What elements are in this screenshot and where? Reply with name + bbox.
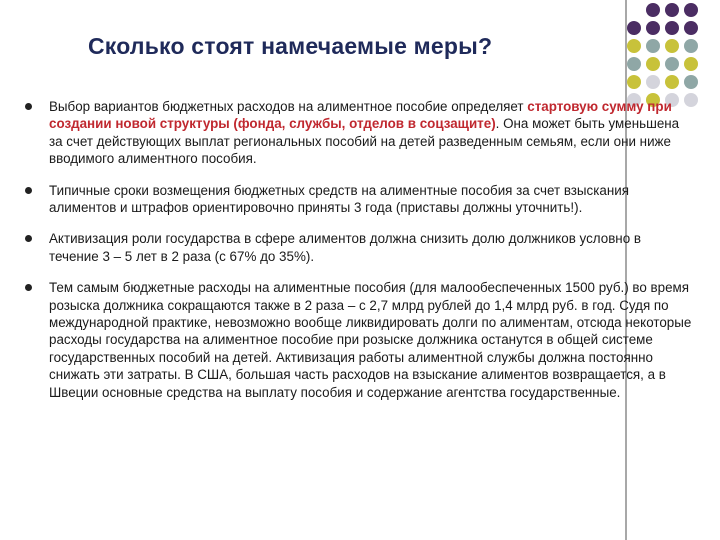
decorative-dot: [684, 3, 698, 17]
decorative-dot: [684, 57, 698, 71]
decorative-dot: [646, 21, 660, 35]
bullet-item-2: [25, 182, 693, 217]
bullet-item-1: [25, 98, 693, 168]
decorative-dot: [665, 57, 679, 71]
decorative-dot: [646, 39, 660, 53]
slide-title: Сколько стоят намечаемые меры?: [88, 33, 493, 59]
decorative-dot: [646, 57, 660, 71]
decorative-dot: [627, 21, 641, 35]
bullet-text-1a: Выбор вариантов бюджетных расходов на алиментное пособие определяет: [49, 99, 528, 114]
decorative-dot: [627, 39, 641, 53]
decorative-dot: [684, 21, 698, 35]
decorative-dot: [665, 21, 679, 35]
bullet-text-1b: . Она может быть уменьшена за счет действующих выплат региональных пособий на детей разведенным семьям, если они ниже вводимого алиментного пособия.: [49, 116, 680, 167]
bullet-text-2: Типичные сроки возмещения бюджетных средств на алиментные пособия за счет взыскания алиментов и штрафов ориентировочно приняты 3 года (приставы должны уточнить!).: [49, 182, 629, 216]
bullet-item-3: [25, 230, 693, 265]
bullet-icon: [25, 284, 32, 291]
bullet-list: [25, 98, 693, 415]
decorative-dot: [665, 3, 679, 17]
bullet-text-3: Активизация роли государства в сфере алиментов должна снизить долю должников условно в течение 3 – 5 лет в 2 раза (с 67% до 35%).: [49, 231, 641, 264]
bullet-icon: [25, 235, 32, 242]
decorative-dot: [665, 75, 679, 89]
decorative-dot: [627, 57, 641, 71]
decorative-dot: [627, 75, 641, 89]
decorative-dot: [684, 39, 698, 53]
bullet-text-4: Тем самым бюджетные расходы на алиментные пособия (для малообеспеченных 1500 руб.) во время розыска должника сокращаются также в 2 раза – с 2,7 млрд рублей до 1,4 млрд руб. в год. Судя по международной практике, невозможно вообще ликвидировать долги по алиментам, отсюда некоторые расходы государства на алиментное пособие при розыске должника останутся в общей системе государственных пособий на детей. Активизация работы алиментной службы должна постоянно снижать эти затраты. В США, большая часть расходов на взыскание алиментов возвращается, а в Швеции основные средства на выплату пособия и содержание агентства государственные.: [49, 280, 692, 400]
decorative-dot: [646, 75, 660, 89]
bullet-icon: [25, 187, 32, 194]
decorative-dot: [684, 75, 698, 89]
decorative-dot: [646, 3, 660, 17]
bullet-icon: [25, 103, 32, 110]
decorative-dot: [665, 39, 679, 53]
bullet-item-4: [25, 279, 693, 401]
bullet-text-1-highlight: стартовую сумму при создании новой структуры (фонда, службы, отделов в соцзащите): [49, 99, 672, 132]
